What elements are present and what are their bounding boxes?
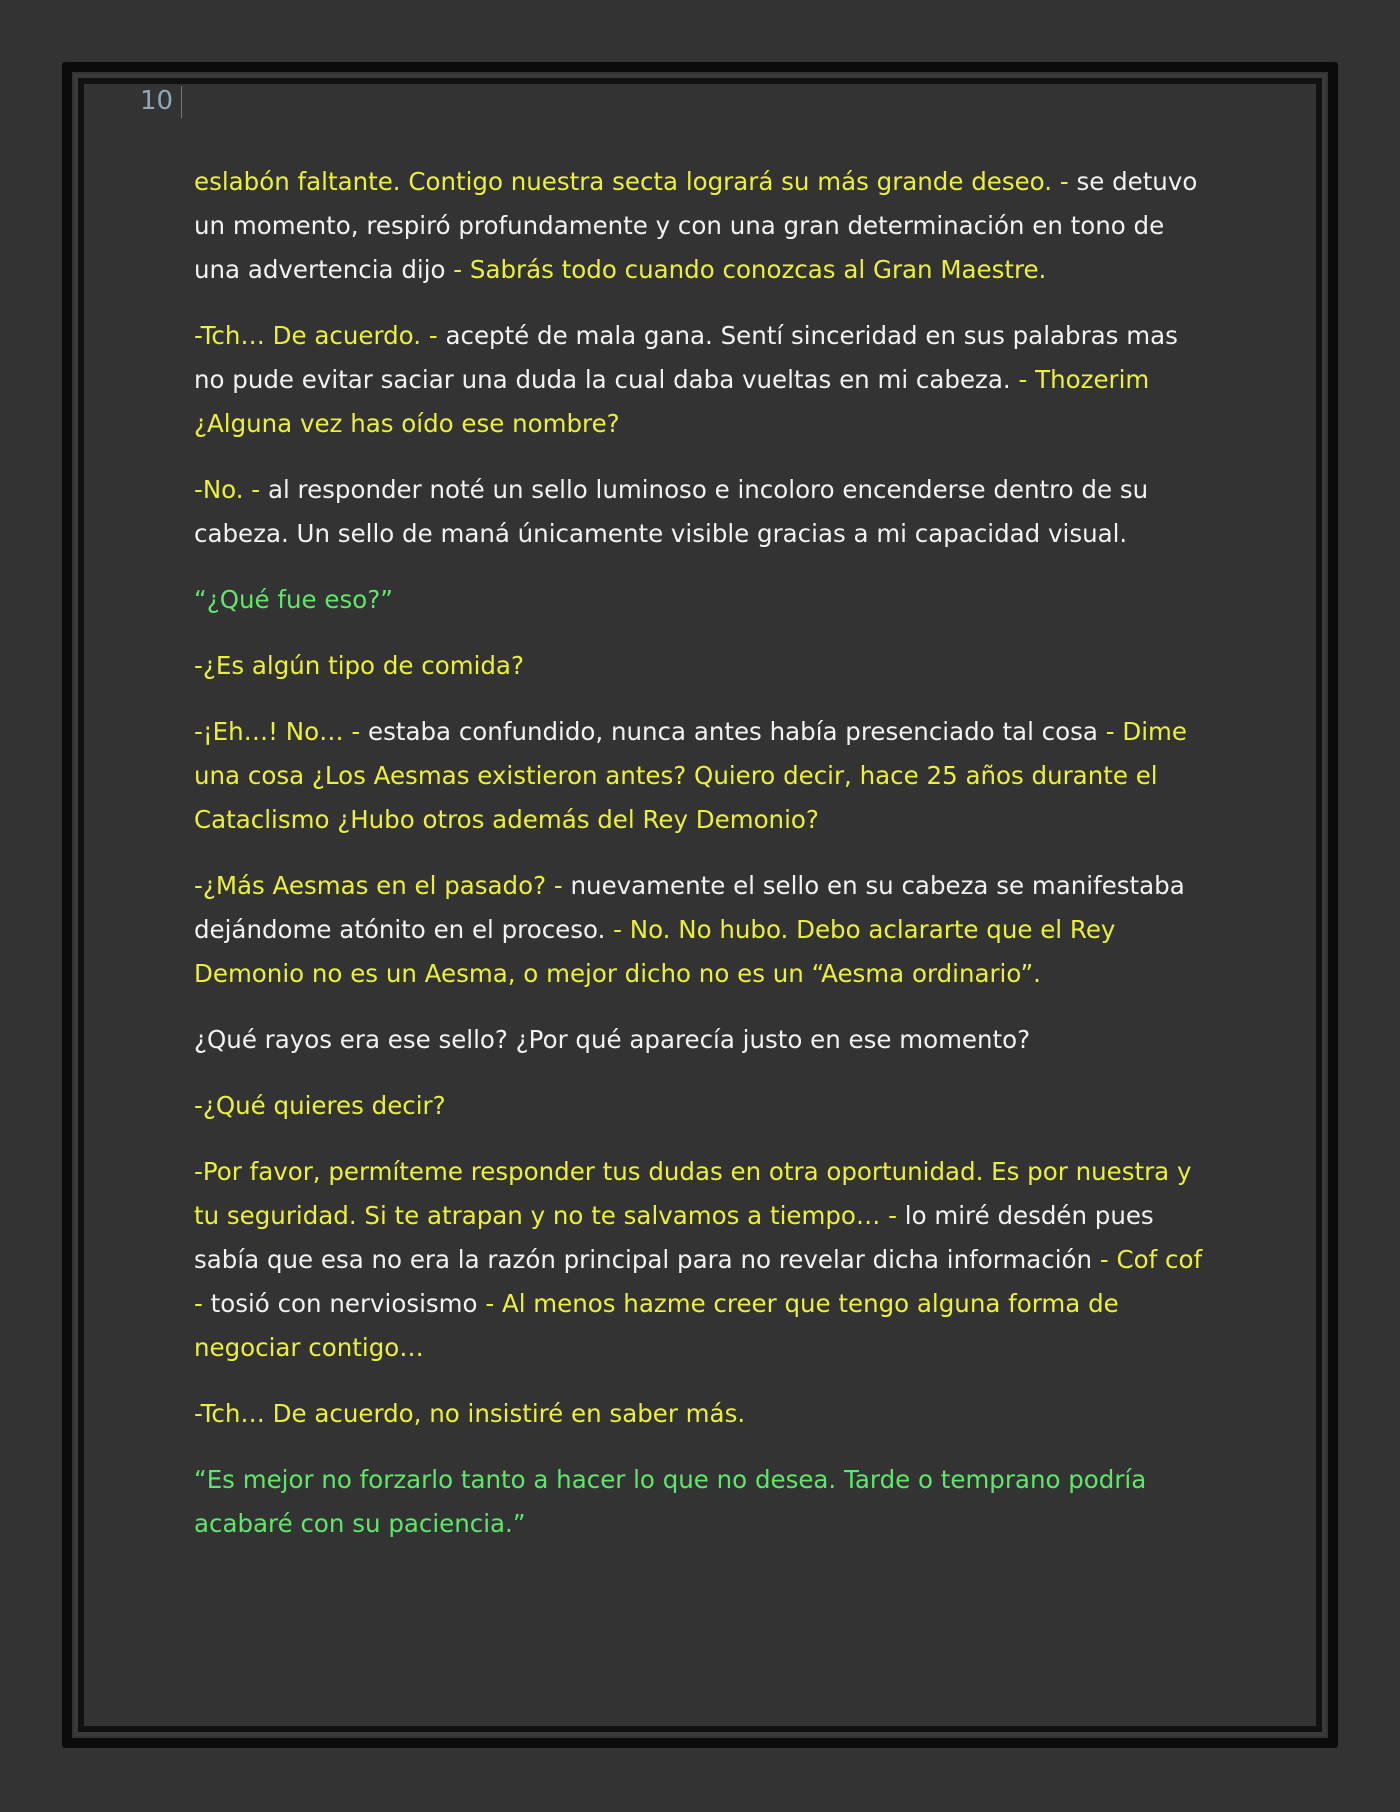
page-number-divider <box>181 86 182 118</box>
dialogue-text: -¡Eh…! No… - <box>194 717 361 746</box>
dialogue-text: - Dime una cosa ¿Los Aesmas existieron antes? Quiero decir, hace 25 años durante el Cataclismo ¿Hubo otros además del Rey Demonio? <box>194 717 1187 834</box>
narration-text: al responder noté un sello luminoso e incoloro encenderse dentro de su cabeza. Un sello de maná únicamente visible gracias a mi capacidad visual. <box>194 475 1149 548</box>
dialogue-text: -Tch… De acuerdo. - <box>194 321 438 350</box>
dialogue-text: - Thozerim ¿Alguna vez has oído ese nombre? <box>194 365 1150 438</box>
dialogue-text: - Cof cof - <box>194 1245 1203 1318</box>
paragraph <box>194 710 1212 842</box>
paragraph <box>194 468 1212 556</box>
dialogue-text: -¿Más Aesmas en el pasado? - <box>194 871 563 900</box>
narration-text: acepté de mala gana. Sentí sinceridad en sus palabras mas no pude evitar saciar una duda la cual daba vueltas en mi cabeza. <box>194 321 1178 394</box>
narration-text: estaba confundido, nunca antes había presenciado tal cosa <box>360 717 1106 746</box>
dialogue-text: eslabón faltante. Contigo nuestra secta logrará su más grande deseo. - <box>194 167 1069 196</box>
dialogue-text: -¿Qué quieres decir? <box>194 1091 446 1120</box>
thought-text: “¿Qué fue eso?” <box>194 585 393 614</box>
paragraph <box>194 160 1212 292</box>
paragraph <box>194 1458 1212 1546</box>
dialogue-text: - No. No hubo. Debo aclararte que el Rey Demonio no es un Aesma, o mejor dicho no es un “Aesma ordinario”. <box>194 915 1116 988</box>
narration-text: nuevamente el sello en su cabeza se manifestaba dejándome atónito en el proceso. <box>194 871 1185 944</box>
dialogue-text: -No. - <box>194 475 261 504</box>
dialogue-text: - Sabrás todo cuando conozcas al Gran Maestre. <box>453 255 1047 284</box>
narration-text: tosió con nerviosismo <box>202 1289 486 1318</box>
narration-text: se detuvo un momento, respiró profundamente y con una gran determinación en tono de una advertencia dijo <box>194 167 1198 284</box>
paragraph <box>194 1018 1212 1062</box>
dialogue-text: -¿Es algún tipo de comida? <box>194 651 524 680</box>
paragraph <box>194 1084 1212 1128</box>
paragraph <box>194 1150 1212 1370</box>
paragraph <box>194 864 1212 996</box>
paragraph <box>194 314 1212 446</box>
paragraph <box>194 644 1212 688</box>
narration-text: lo miré desdén pues sabía que esa no era la razón principal para no revelar dicha información <box>194 1201 1154 1274</box>
narration-text: ¿Qué rayos era ese sello? ¿Por qué aparecía justo en ese momento? <box>194 1025 1031 1054</box>
paragraph <box>194 1392 1212 1436</box>
dialogue-text: -Tch… De acuerdo, no insistiré en saber más. <box>194 1399 746 1428</box>
paragraph <box>194 578 1212 622</box>
dialogue-text: -Por favor, permíteme responder tus dudas en otra oportunidad. Es por nuestra y tu seguridad. Si te atrapan y no te salvamos a tiempo… - <box>194 1157 1192 1230</box>
dialogue-text: - Al menos hazme creer que tengo alguna forma de negociar contigo… <box>194 1289 1119 1362</box>
thought-text: “Es mejor no forzarlo tanto a hacer lo que no desea. Tarde o temprano podría acabaré con su paciencia.” <box>194 1465 1147 1538</box>
page-body <box>194 160 1212 1568</box>
page-number: 10 <box>140 86 174 116</box>
